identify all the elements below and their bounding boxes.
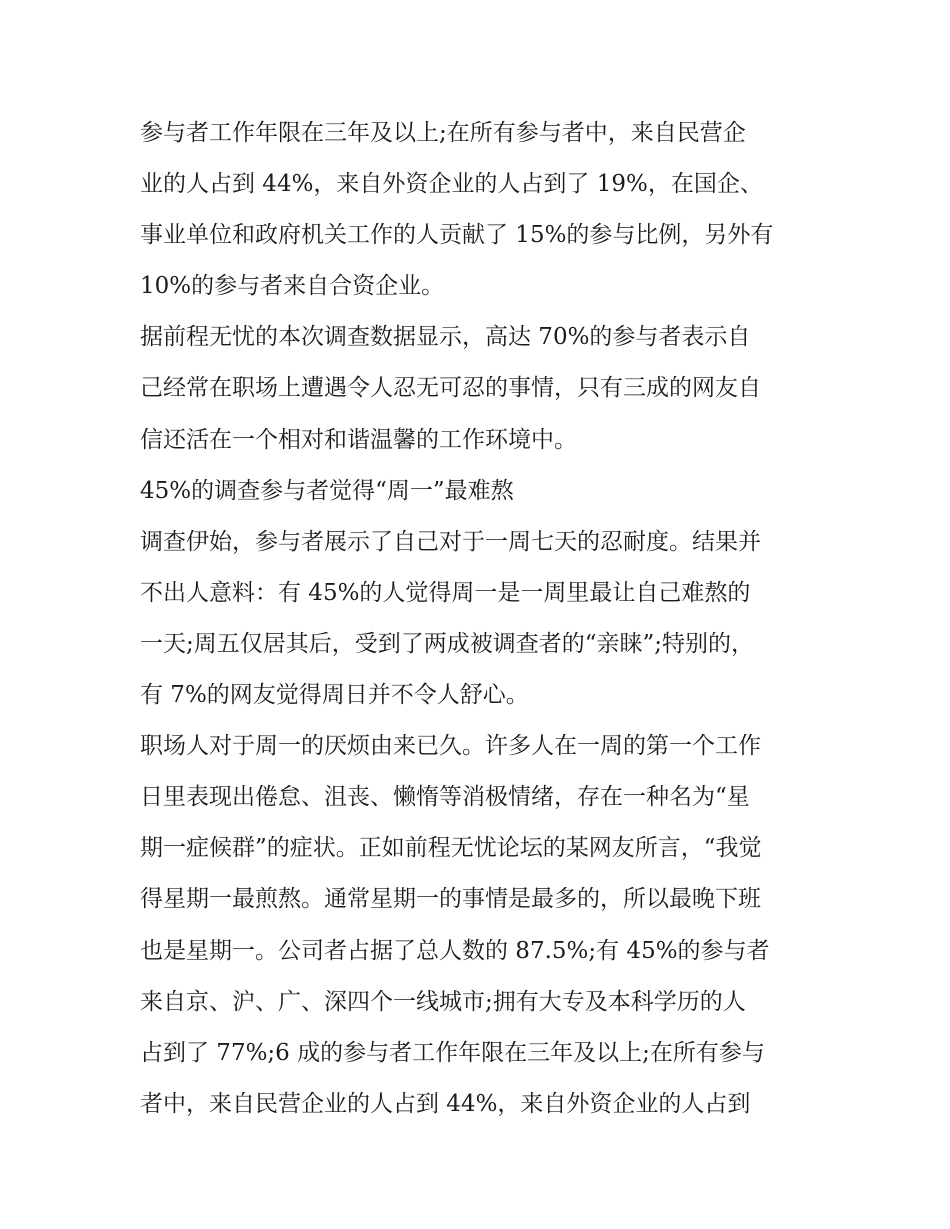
text-line: 占到了 77%;6 成的参与者工作年限在三年及以上;在所有参与 <box>140 1039 765 1066</box>
text-line: 来自京、沪、广、深四个一线城市;拥有大专及本科学历的人 <box>140 988 746 1015</box>
text-line: 参与者工作年限在三年及以上;在所有参与者中，来自民营企 <box>140 120 746 146</box>
text-line: 得星期一最煎熬。通常星期一的事情是最多的，所以最晚下班 <box>140 886 761 913</box>
text-line: 据前程无忧的本次调查数据显示，高达 70%的参与者表示自 <box>140 324 751 351</box>
text-line: 信还活在一个相对和谐温馨的工作环境中。 <box>140 426 577 453</box>
text-line: 职场人对于周一的厌烦由来已久。许多人在一周的第一个工作 <box>140 733 761 760</box>
text-line: 也是星期一。公司者占据了总人数的 87.5%;有 45%的参与者 <box>140 937 770 964</box>
text-line: 业的人占到 44%，来自外资企业的人占到了 19%，在国企、 <box>140 171 763 198</box>
text-line: 一天;周五仅居其后，受到了两成被调查者的“亲睐”;特别的， <box>140 630 755 657</box>
text-line: 期一症候群”的症状。正如前程无忧论坛的某网友所言，“我觉 <box>140 835 762 862</box>
document-body <box>140 108 820 1130</box>
text-line: 不出人意料：有 45%的人觉得周一是一周里最让自己难熬的 <box>140 579 751 606</box>
text-line: 调查伊始，参与者展示了自己对于一周七天的忍耐度。结果并 <box>140 528 761 555</box>
section-heading: 45%的调查参与者觉得“周一”最难熬 <box>140 477 514 504</box>
text-line: 者中，来自民营企业的人占到 44%，来自外资企业的人占到 <box>140 1090 751 1117</box>
text-line: 10%的参与者来自合资企业。 <box>140 273 445 300</box>
text-line: 有 7%的网友觉得周日并不令人舒心。 <box>140 682 529 709</box>
text-line: 事业单位和政府机关工作的人贡献了 15%的参与比例，另外有 <box>140 222 774 249</box>
text-line: 日里表现出倦怠、沮丧、懒惰等消极情绪，存在一种名为“星 <box>140 784 750 811</box>
text-line: 己经常在职场上遭遇令人忍无可忍的事情，只有三成的网友自 <box>140 375 761 402</box>
